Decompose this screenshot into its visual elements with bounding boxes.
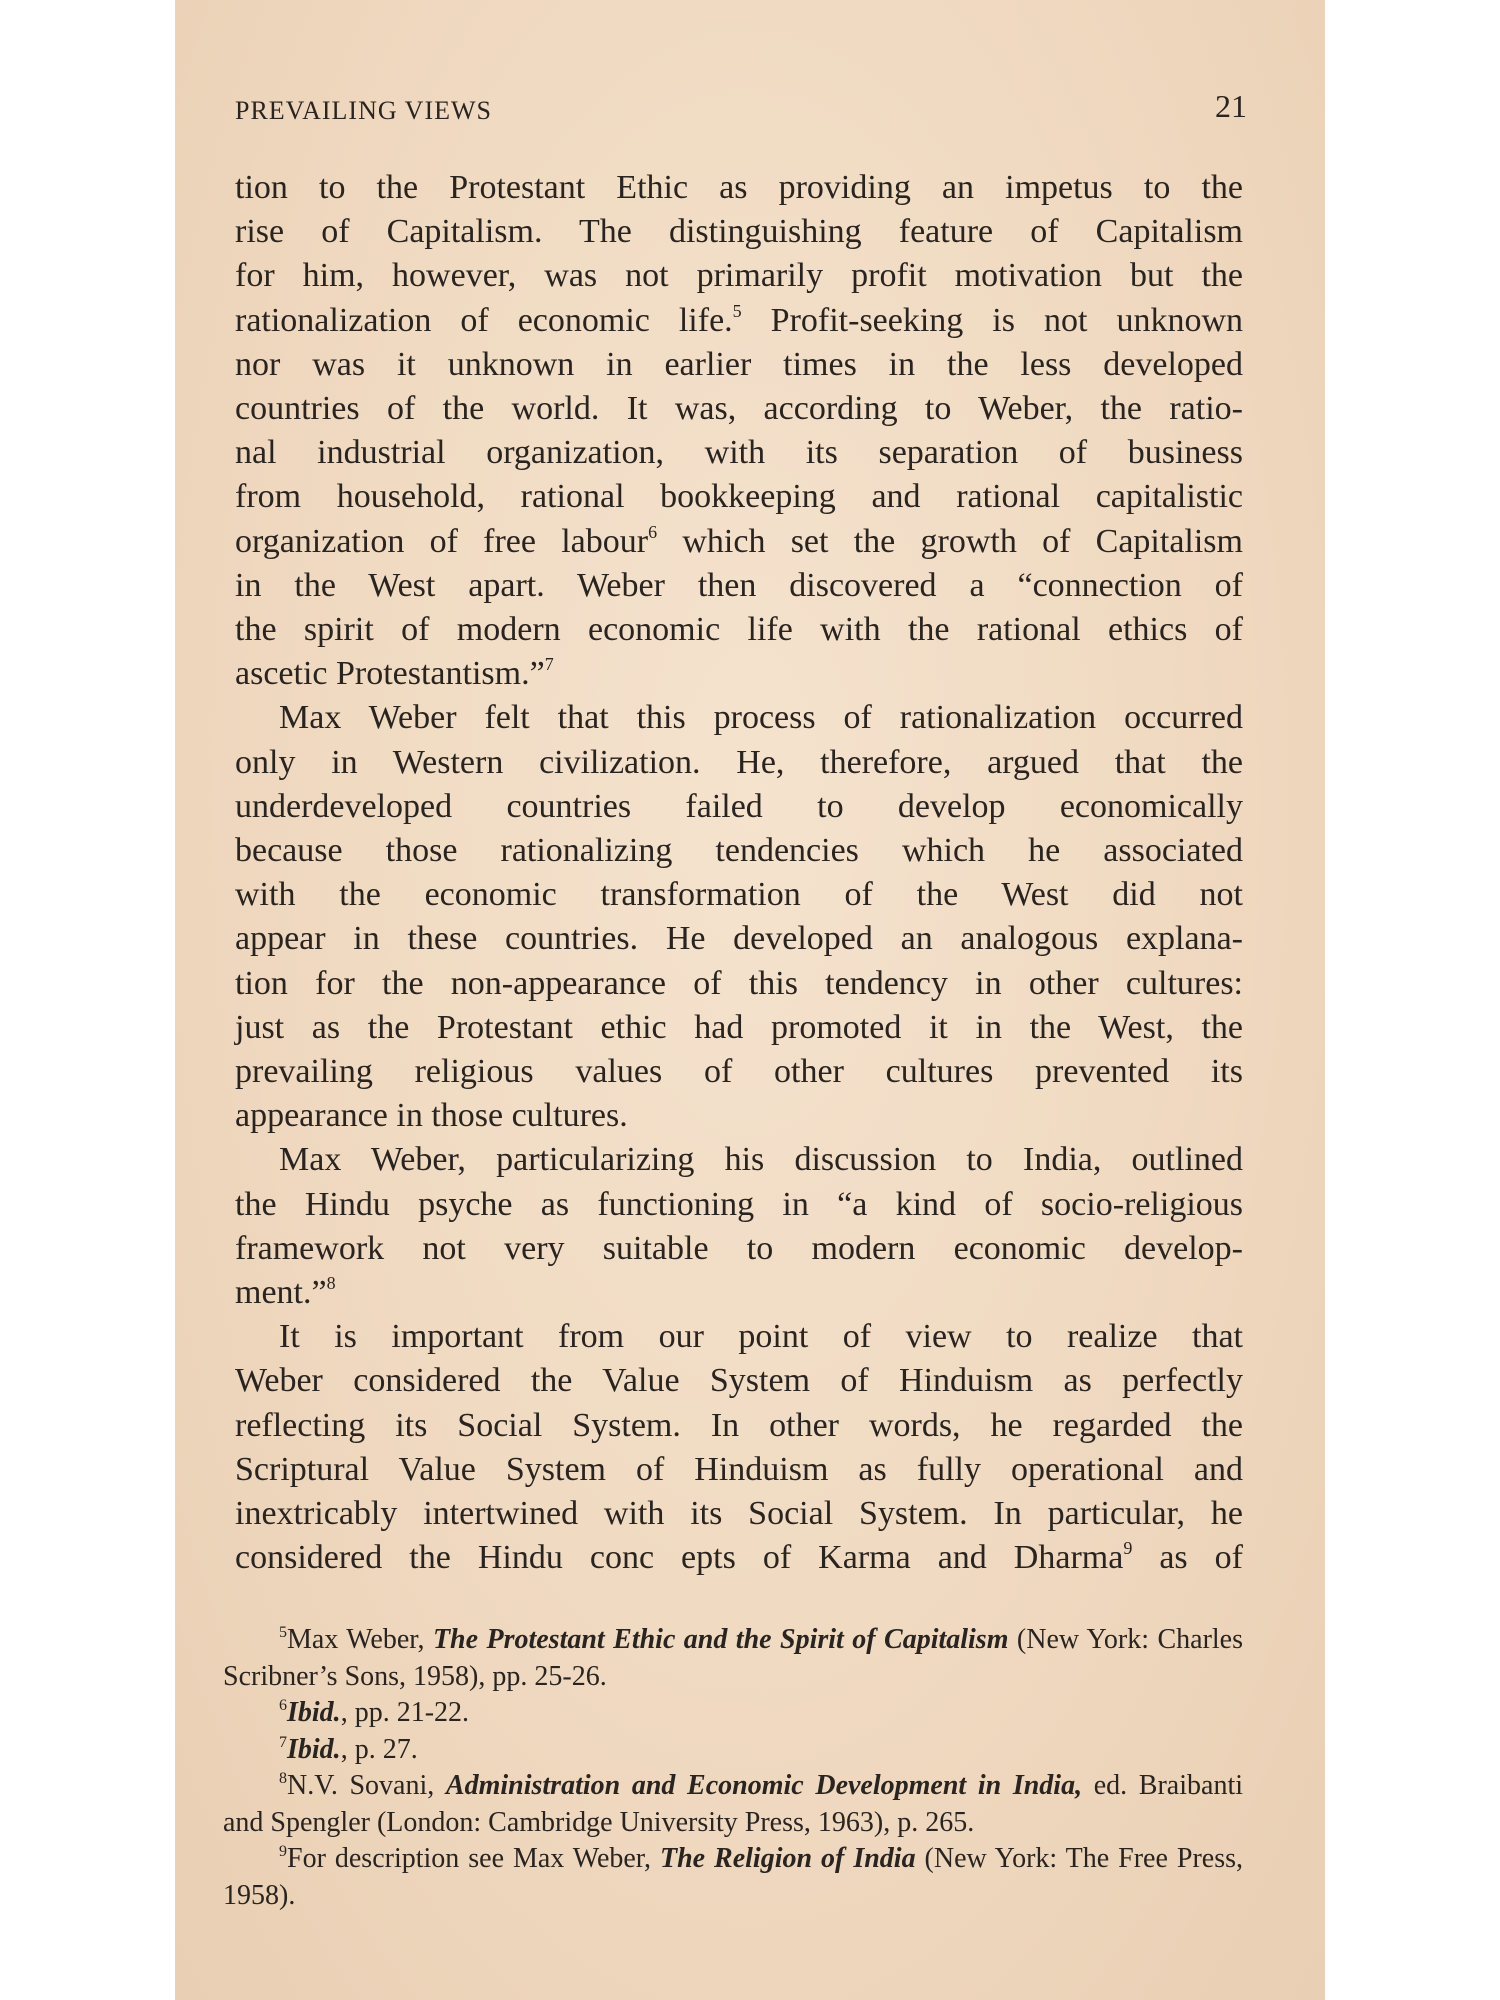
text-line: reflecting its Social System. In other words, he regarded the	[235, 1406, 1243, 1444]
text-line: Max Weber felt that this process of rationalization occurred	[279, 699, 1243, 737]
footnote-5: $^5$Max Weber, The Protestant Ethic and the Spirit of Capitalism (New York: Charles Scribner’s Sons, 1958), pp. 25-26.	[223, 1624, 1244, 1692]
text-line: ment.”$^8$	[235, 1273, 336, 1312]
text-line: Weber considered the Value System of Hinduism as perfectly	[235, 1362, 1243, 1400]
footnote-ref-6: 6	[648, 521, 658, 542]
text-line: considered the Hindu conc epts of Karma and Dharma$^9$ as of	[235, 1538, 1243, 1577]
text-line: appear in these countries. He developed an analogous explana-	[235, 920, 1243, 958]
text-line: framework not very suitable to modern economic develop-	[235, 1229, 1243, 1267]
text-line: countries of the world. It was, according to Weber, the ratio-	[235, 390, 1243, 428]
text-line: tion to the Protestant Ethic as providing an impetus to the	[235, 169, 1243, 206]
text-line: prevailing religious values of other cultures prevented its	[235, 1053, 1243, 1091]
page-number: 21	[1215, 88, 1247, 124]
text-line: ascetic Protestantism.”$^7$	[235, 654, 554, 693]
paragraph-3	[235, 1138, 1243, 1315]
text-line: for him, however, was not primarily profit motivation but the	[235, 257, 1243, 295]
text-line: with the economic transformation of the West did not	[235, 876, 1243, 914]
footnote-ref-7: 7	[544, 654, 554, 675]
text-line: rise of Capitalism. The distinguishing feature of Capitalism	[235, 213, 1243, 251]
text-line: underdeveloped countries failed to develop economically	[235, 787, 1243, 825]
text-line: nal industrial organization, with its separation of business	[235, 434, 1243, 472]
footnote-9: $^9$For description see Max Weber, The Religion of India (New York: The Free Press, 1958).	[223, 1843, 1243, 1911]
text-line: Scriptural Value System of Hinduism as fully operational and	[235, 1450, 1243, 1488]
paragraph-4	[235, 1315, 1243, 1580]
paragraph-2	[235, 696, 1243, 1138]
footnote-ref-5: 5	[732, 300, 742, 321]
text-line: organization of free labour$^6$ which set the growth of Capitalism	[235, 521, 1243, 560]
book-page	[175, 0, 1325, 2000]
footnote-8: $^8$N.V. Sovani, Administration and Economic Development in India, ed. Braibanti and Spengler (London: Cambridge University Press, 1963), p. 265.	[223, 1770, 1243, 1838]
text-line: only in Western civilization. He, therefore, argued that the	[235, 743, 1243, 781]
text-line: Max Weber, particularizing his discussion to India, outlined	[279, 1141, 1243, 1179]
text-line: because those rationalizing tendencies which he associated	[235, 832, 1243, 870]
footnote-ref-9: 9	[1123, 1538, 1133, 1559]
footnotes	[223, 1622, 1243, 1914]
paragraph-1	[235, 166, 1243, 696]
footnote-6: $^6$Ibid., pp. 21-22.	[279, 1697, 470, 1728]
text-line: from household, rational bookkeeping and rational capitalistic	[235, 478, 1243, 516]
text-line: tion for the non-appearance of this tendency in other cultures:	[235, 964, 1243, 1002]
text-line: just as the Protestant ethic had promoted it in the West, the	[235, 1008, 1243, 1046]
text-line: inextricably intertwined with its Social System. In particular, he	[235, 1495, 1243, 1533]
text-line: the spirit of modern economic life with the rational ethics of	[235, 611, 1243, 649]
body-text	[235, 166, 1243, 1581]
running-head: PREVAILING VIEWS	[235, 96, 492, 125]
text-line: the Hindu psyche as functioning in “a kind of socio-religious	[235, 1185, 1243, 1223]
footnote-ref-8: 8	[326, 1273, 336, 1294]
text-line: in the West apart. Weber then discovered a “connection of	[235, 566, 1243, 604]
footnote-7: $^7$Ibid., p. 27.	[279, 1733, 418, 1765]
text-line: rationalization of economic life.$^5$ Profit-seeking is not unknown	[235, 300, 1243, 339]
text-line: It is important from our point of view to realize that	[279, 1318, 1243, 1356]
text-line: appearance in those cultures.	[235, 1097, 628, 1135]
text-line: nor was it unknown in earlier times in the less developed	[235, 345, 1243, 383]
